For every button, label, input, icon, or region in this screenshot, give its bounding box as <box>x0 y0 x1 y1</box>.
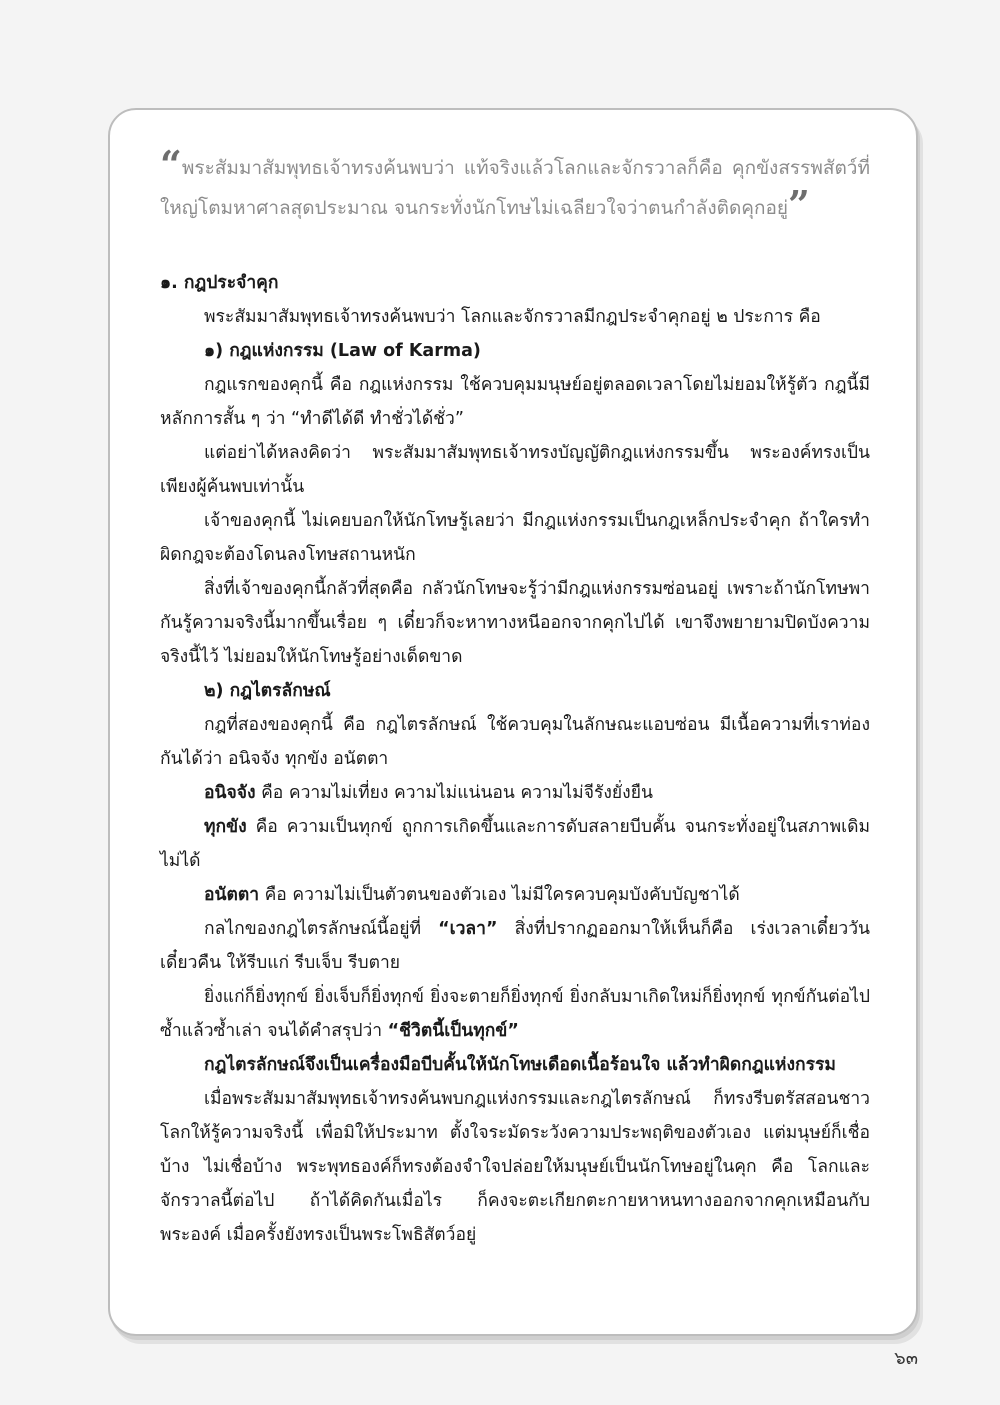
opening-quote <box>160 142 870 228</box>
trilak-paragraph-final: เมื่อพระสัมมาสัมพุทธเจ้าทรงค้นพบกฎแห่งกรรมและกฎไตรลักษณ์ ก็ทรงรีบตรัสสอนชาวโลกให้รู้ความจริงนี้ เพื่อมิให้ประมาท ตั้งใจระมัดระวังความประพฤติของตัวเอง แต่มนุษย์ก็เชื่อบ้าง ไม่เชื่อบ้าง พระพุทธองค์ก็ทรงต้องจำใจปล่อยให้มนุษย์เป็นนักโทษอยู่ในคุก คือ โลกและจักรวาลนี้ต่อไป ถ้าได้คิดกันเมื่อไร ก็คงจะตะเกียกตะกายหาหนทางออกจากคุกเหมือนกับพระองค์ เมื่อครั้งยังทรงเป็นพระโพธิสัตว์อยู่ <box>160 1089 870 1245</box>
subsection-title-trilak: ๒) กฎไตรลักษณ์ <box>204 681 331 701</box>
close-quote-mark: ” <box>788 182 810 227</box>
karma-paragraph-3: เจ้าของคุกนี้ ไม่เคยบอกให้นักโทษรู้เลยว่า มีกฎแห่งกรรมเป็นกฎเหล็กประจำคุก ถ้าใครทำผิดกฎจะต้องโดนลงโทษสถานหนัก <box>160 511 870 565</box>
karma-paragraph-2: แต่อย่าได้หลงคิดว่า พระสัมมาสัมพุทธเจ้าทรงบัญญัติกฎแห่งกรรมขึ้น พระองค์ทรงเป็นเพียงผู้ค้นพบเท่านั้น <box>160 443 870 497</box>
trilak-bold-statement: กฎไตรลักษณ์จึงเป็นเครื่องมือบีบคั้นให้นักโทษเดือดเนื้อร้อนใจ แล้วทำผิดกฎแห่งกรรม <box>204 1055 836 1075</box>
dukkha-text: คือ ความเป็นทุกข์ ถูกการเกิดขึ้นและการดับสลายบีบคั้น จนกระทั่งอยู่ในสภาพเดิมไม่ได้ <box>160 817 870 871</box>
time-text-a: กลไกของกฎไตรลักษณ์นี้อยู่ที่ <box>204 919 439 939</box>
suffering-text: ยิ่งแก่ก็ยิ่งทุกข์ ยิ่งเจ็บก็ยิ่งทุกข์ ยิ่งจะตายก็ยิ่งทุกข์ ยิ่งกลับมาเกิดใหม่ก็ยิ่งทุกข์ ทุกข์กันต่อไปซ้ำแล้วซ้ำเล่า จนได้คำสรุปว่า <box>160 987 870 1041</box>
anicca-term: อนิจจัง <box>204 783 256 803</box>
anatta-term: อนัตตา <box>204 885 260 905</box>
karma-paragraph-1: กฎแรกของคุกนี้ คือ กฎแห่งกรรม ใช้ควบคุมมนุษย์อยู่ตลอดเวลาโดยไม่ยอมให้รู้ตัว กฎนี้มีหลักการสั้น ๆ ว่า “ทำดีได้ดี ทำชั่วได้ชั่ว” <box>160 375 870 429</box>
trilak-paragraph-1: กฎที่สองของคุกนี้ คือ กฎไตรลักษณ์ ใช้ควบคุมในลักษณะแอบซ่อน มีเนื้อความที่เราท่องกันได้ว่า อนิจจัง ทุกขัง อนัตตา <box>160 715 870 769</box>
page-number: ๖๓ <box>894 1348 918 1369</box>
anicca-definition <box>160 776 870 810</box>
time-term: “เวลา” <box>438 919 498 939</box>
dukkha-definition <box>160 810 870 878</box>
quote-text: พระสัมมาสัมพุทธเจ้าทรงค้นพบว่า แท้จริงแล้วโลกและจักรวาลก็คือ คุกขังสรรพสัตว์ที่ใหญ่โตมหาศาลสุดประมาณ จนกระทั่งนักโทษไม่เฉลียวใจว่าตนกำลังติดคุกอยู่ <box>160 157 870 219</box>
dukkha-term: ทุกขัง <box>204 817 247 837</box>
suffering-conclusion: “ชีวิตนี้เป็นทุกข์” <box>387 1021 519 1041</box>
karma-paragraph-4: สิ่งที่เจ้าของคุกนี้กลัวที่สุดคือ กลัวนักโทษจะรู้ว่ามีกฎแห่งกรรมซ่อนอยู่ เพราะถ้านักโทษพากันรู้ความจริงนี้มากขึ้นเรื่อย ๆ เดี๋ยวก็จะหาทางหนีออกจากคุกไปได้ เขาจึงพยายามปิดบังความจริงนี้ไว้ ไม่ยอมให้นักโทษรู้อย่างเด็ดขาด <box>160 579 870 667</box>
trilak-paragraph-suffering <box>160 980 870 1048</box>
time-text-c: สิ่งที่ปรากฏออกมาให้เห็นก็คือ เร่งเวลาเดี๋ยววันเดี๋ยวคืน ให้รีบแก่ รีบเจ็บ รีบตาย <box>160 919 870 973</box>
section-title: ๑. กฎประจำคุก <box>160 273 279 293</box>
trilak-paragraph-time <box>160 912 870 980</box>
anatta-text: คือ ความไม่เป็นตัวตนของตัวเอง ไม่มีใครควบคุมบังคับบัญชาได้ <box>259 885 740 905</box>
page-content <box>160 142 870 1252</box>
section-intro: พระสัมมาสัมพุทธเจ้าทรงค้นพบว่า โลกและจักรวาลมีกฎประจำคุกอยู่ ๒ ประการ คือ <box>204 307 821 327</box>
anatta-definition <box>160 878 870 912</box>
anicca-text: คือ ความไม่เที่ยง ความไม่แน่นอน ความไม่จีรังยั่งยืน <box>255 783 653 803</box>
open-quote-mark: “ <box>160 142 182 187</box>
subsection-title-karma: ๑) กฎแห่งกรรม (Law of Karma) <box>204 341 481 361</box>
